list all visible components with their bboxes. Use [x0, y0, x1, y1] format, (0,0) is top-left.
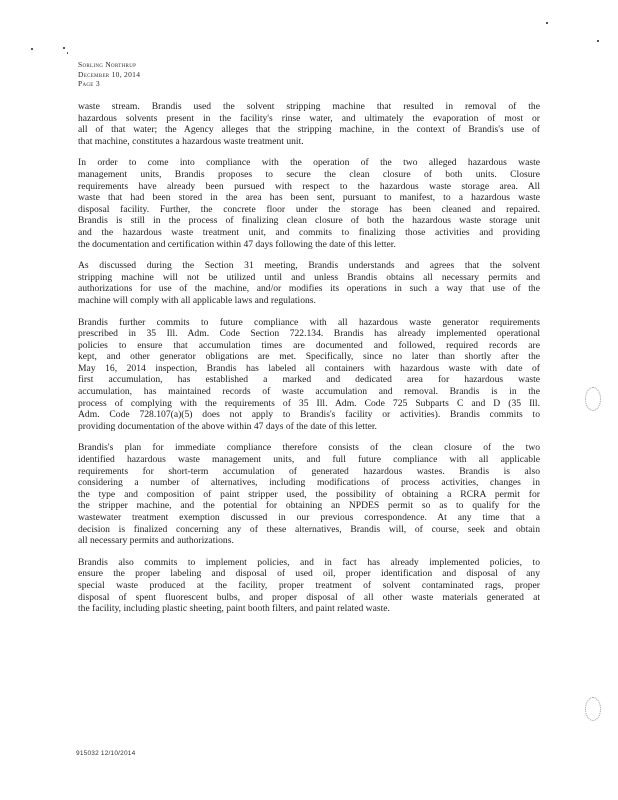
scan-speck — [597, 40, 599, 42]
text-line: hazardous solvents present in the facility's rinse water, and ultimately the evaporation of most or — [78, 112, 540, 124]
scan-speck — [31, 48, 33, 50]
text-line: management units, Brandis proposes to secure the clean closure of both units. Closure — [78, 168, 540, 180]
text-line: stripping machine will not be utilized until and unless Brandis obtains all necessary permits and — [78, 271, 540, 283]
scan-speck — [546, 22, 548, 24]
text-line: Brandis is still in the process of finalizing clean closure of both the hazardous waste storage unit — [78, 215, 540, 227]
text-line: disposal of spent fluorescent bulbs, and proper disposal of all other waste materials generated at — [78, 591, 540, 603]
letter-header — [78, 60, 140, 89]
text-line: considering a number of alternatives, including modifications of process activities, changes in — [78, 477, 540, 489]
text-line: requirements for short-term accumulation of generated hazardous wastes. Brandis is also — [78, 465, 540, 477]
text-line: the stripper machine, and the potential for obtaining an NPDES permit so as to qualify for the — [78, 500, 540, 512]
text-line: accumulation, has maintained records of waste accumulation and removal. Brandis is in the — [78, 386, 540, 398]
text-line: wastewater treatment exemption discussed in our previous correspondence. At any time that a — [78, 512, 540, 523]
text-line: Brandis further commits to future compliance with all hazardous waste generator requirements — [78, 316, 540, 328]
text-line: that machine, constitutes a hazardous waste treatment unit. — [78, 135, 304, 147]
text-line: providing documentation of the above within 47 days of the date of this letter. — [78, 420, 377, 432]
letter-body — [78, 101, 540, 625]
punch-hole-bottom — [585, 697, 601, 721]
scan-speck — [63, 47, 65, 49]
paragraph — [78, 317, 540, 433]
paragraph — [78, 442, 540, 546]
paragraph — [78, 557, 540, 615]
text-line: In order to come into compliance with the operation of the two alleged hazardous waste — [78, 157, 540, 169]
text-line: the type and composition of paint stripper used, the possibility of obtaining a RCRA permit for — [78, 488, 540, 500]
scan-speck — [67, 52, 68, 54]
punch-hole-top — [585, 387, 601, 411]
text-line: process of complying with the requirements of 35 Ill. Adm. Code 725 Subparts C and D (35 Ill. — [78, 397, 540, 409]
text-line: decision is finalized concerning any of these alternatives, Brandis will, of course, seek and obtain — [78, 523, 540, 535]
text-line: authorizations for use of the machine, and/or modifies its operations in such a way that use of the — [78, 283, 540, 295]
firm-name: Sorling Northrup — [78, 60, 137, 69]
text-line: and the hazardous waste treatment unit, and commits to finalizing those activities and providing — [78, 226, 540, 238]
text-line: As discussed during the Section 31 meeting, Brandis understands and agrees that the solvent — [78, 260, 540, 272]
text-line: special waste produced at the facility, proper treatment of solvent contaminated rags, proper — [78, 579, 540, 591]
text-line: prescribed in 35 Ill. Adm. Code Section 722.134. Brandis has already implemented operational — [78, 328, 540, 340]
text-line: disposal facility. Further, the concrete floor under the storage has been cleaned and repaired. — [78, 203, 540, 215]
text-line: the documentation and certification within 47 days following the date of this letter. — [78, 238, 396, 250]
text-line: kept, and other generator obligations are met. Specifically, since no later than shortly after the — [78, 351, 540, 363]
text-line: all of that water; the Agency alleges that the stripping machine, in the context of Brandis's use of — [78, 124, 540, 136]
text-line: waste that had been stored in the area has been sent, pursuant to manifest, to a hazardous waste — [78, 192, 540, 204]
letter-date: December 10, 2014 — [78, 69, 141, 79]
paragraph — [78, 260, 540, 306]
paragraph — [78, 101, 540, 147]
text-line: requirements have already been pursued with respect to the hazardous waste storage area. All — [78, 180, 540, 192]
text-line: May 16, 2014 inspection, Brandis has labeled all containers with hazardous waste with date of — [78, 362, 540, 374]
text-line: ensure the proper labeling and disposal of used oil, proper identification and disposal of any — [78, 568, 540, 580]
document-code: 915032 12/10/2014 — [76, 750, 136, 757]
text-line: identified hazardous waste management units, and full future compliance with all applicable — [78, 454, 540, 466]
page-number: Page 3 — [78, 79, 100, 88]
text-line: all necessary permits and authorizations. — [78, 535, 234, 547]
text-line: Adm. Code 728.107(a)(5) does not apply to Brandis's facility or activities). Brandis commits to — [78, 409, 540, 421]
text-line: machine will comply with all applicable laws and regulations. — [78, 294, 316, 306]
text-line: Brandis's plan for immediate compliance therefore consists of the clean closure of the two — [78, 442, 540, 454]
text-line: waste stream. Brandis used the solvent stripping machine that resulted in removal of the — [78, 101, 540, 112]
paragraph — [78, 157, 540, 250]
text-line: policies to ensure that accumulation times are documented and followed, required records are — [78, 339, 540, 351]
text-line: the facility, including plastic sheeting, paint booth filters, and paint related waste. — [78, 603, 390, 615]
text-line: first accumulation, has established a marked and dedicated area for hazardous waste — [78, 374, 540, 386]
text-line: Brandis also commits to implement policies, and in fact has already implemented policies, to — [78, 556, 540, 568]
